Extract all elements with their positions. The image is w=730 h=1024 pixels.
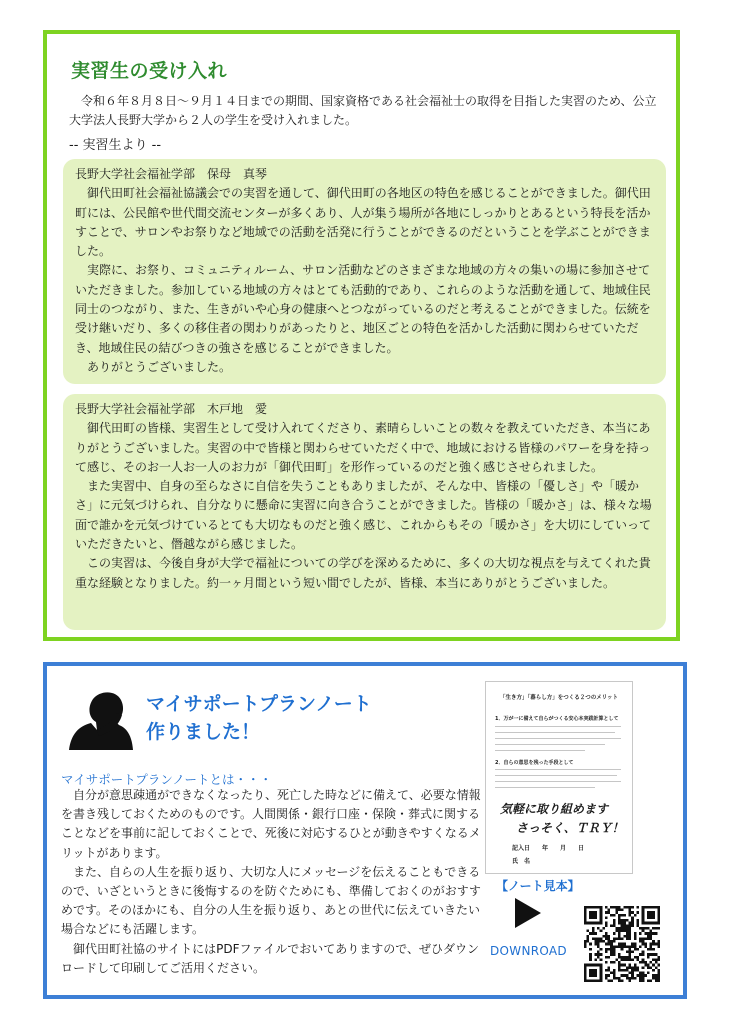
support-note-subheading: マイサポートプランノートとは・・・ [61, 772, 273, 787]
note-sample-date-field: 記入日 年 月 日 [512, 845, 585, 852]
note-sample-slogan2: さっそく、ＴＲＹ！ [516, 821, 624, 835]
student-message-card [63, 159, 666, 384]
note-sample-caption: 【ノート見本】 [496, 879, 580, 893]
support-note-body [61, 786, 483, 978]
note-sample-name-field: 氏 名 [512, 858, 531, 865]
thinking-person-silhouette-icon [69, 686, 141, 750]
message-paragraph: ありがとうございました。 [87, 359, 232, 374]
note-sample-point1: 1．万が一に備えて自らがつくる安心本実践計算として [495, 716, 619, 722]
message-paragraph: 御代田町社会福祉協議会での実習を通して、御代田町の各地区の特色を感じることができました。御代田町には、公民館や世代間交流センターが多くあり、人が集う場所が各地にしっかりとあるという特長を活かすことで、サロンやお祭りなど地域での活動を活発に行うことができるのだということを学ぶことができました。 [75, 186, 651, 259]
note-sample-point2: 2．自らの意思を残った手段として [495, 760, 574, 766]
qr-code-icon[interactable] [584, 906, 660, 982]
support-note-title-line2: 作りました！ [146, 721, 261, 743]
support-note-title [146, 690, 372, 746]
note-sample-image [485, 681, 633, 874]
body-paragraph: 自分が意思疎通ができなくなったり、死亡した時などに備えて、必要な情報を書き残しておくためのものです。人間関係・銀行口座・保険・葬式に関することなどを事前に記しておくことで、死後に対応するひとが動きやすくなるメリットがあります。 [61, 788, 481, 860]
student-message-card [63, 394, 666, 630]
from-students-heading: -- 実習生より -- [69, 138, 162, 153]
body-paragraph: また、自らの人生を振り返り、大切な人にメッセージを伝えることもできるので、いざというときに後悔するのを防ぐためにも、準備しておくのがおすすめです。そのほかにも、自分の人生を振り返り、あとの世代に伝えていきたい場合などにも活躍します。 [61, 864, 481, 937]
message-paragraph: 御代田町の皆様、実習生として受け入れてくださり、素晴らしいことの数々を教えていただき、本当にありがとうございました。実習の中で皆様と関わらせていただく中で、地域における皆様のパワーを身を持って感じ、そのお一人お一人のお力が「御代田町」を形作っているのだと強く感じさせられました。 [75, 421, 651, 474]
practicum-intro: 令和６年８月８日～９月１４日までの期間、国家資格である社会福祉士の取得を目指した実習のため、公立大学法人長野大学から２人の学生を受け入れました。 [69, 94, 657, 127]
play-icon[interactable] [515, 898, 541, 928]
student-author: 長野大学社会福祉学部 木戸地 愛 [75, 402, 268, 416]
message-paragraph: 実際に、お祭り、コミュニティルーム、サロン活動などのさまざまな地域の方々の集いの場に参加させていただきました。参加している地域の方々はとても活動的であり、これらのような活動を通して、地域住民同士のつながり、また、生きがいや心身の健康へとつながっているのだと考えることができました。伝統を受け継いだり、多くの移住者の関わりがあったりと、地区ごとの特色を活かした活動に関わらせていただき、地域住民の結びつきの強さを感じることができました。 [75, 263, 651, 355]
support-note-title-line1: マイサポートプランノート [146, 693, 372, 715]
student-author: 長野大学社会福祉学部 保母 真琴 [75, 167, 268, 181]
body-paragraph: 御代田町社協のサイトにはPDFファイルでおいてありますので、ぜひダウンロードして印刷してご活用ください。 [61, 941, 480, 975]
practicum-section [43, 30, 680, 641]
note-sample-heading: 「生き方」「暮らし方」をつくる２つのメリット [499, 695, 619, 701]
download-link[interactable]: DOWNROAD [490, 944, 567, 958]
practicum-title: 実習生の受け入れ [71, 60, 228, 82]
message-paragraph: また実習中、自身の至らなさに自信を失うこともありましたが、そんな中、皆様の「優しさ」や「暖かさ」に元気づけられ、自分なりに懸命に実習に向き合うことができました。皆様の「暖かさ」は、様々な場面で誰かを元気づけているとても大切なものだと強く感じ、これからもその「暖かさ」を大切にしていっていただきたいと、僭越ながら感じました。 [75, 479, 652, 552]
message-paragraph: この実習は、今後自身が大学で福祉についての学びを深めるために、多くの大切な視点を与えてくれた貴重な経験となりました。約一ヶ月間という短い間でしたが、皆様、本当にありがとうございました。 [75, 556, 651, 590]
note-sample-slogan1: 気軽に取り組めます [500, 802, 609, 816]
support-note-section [43, 662, 687, 999]
